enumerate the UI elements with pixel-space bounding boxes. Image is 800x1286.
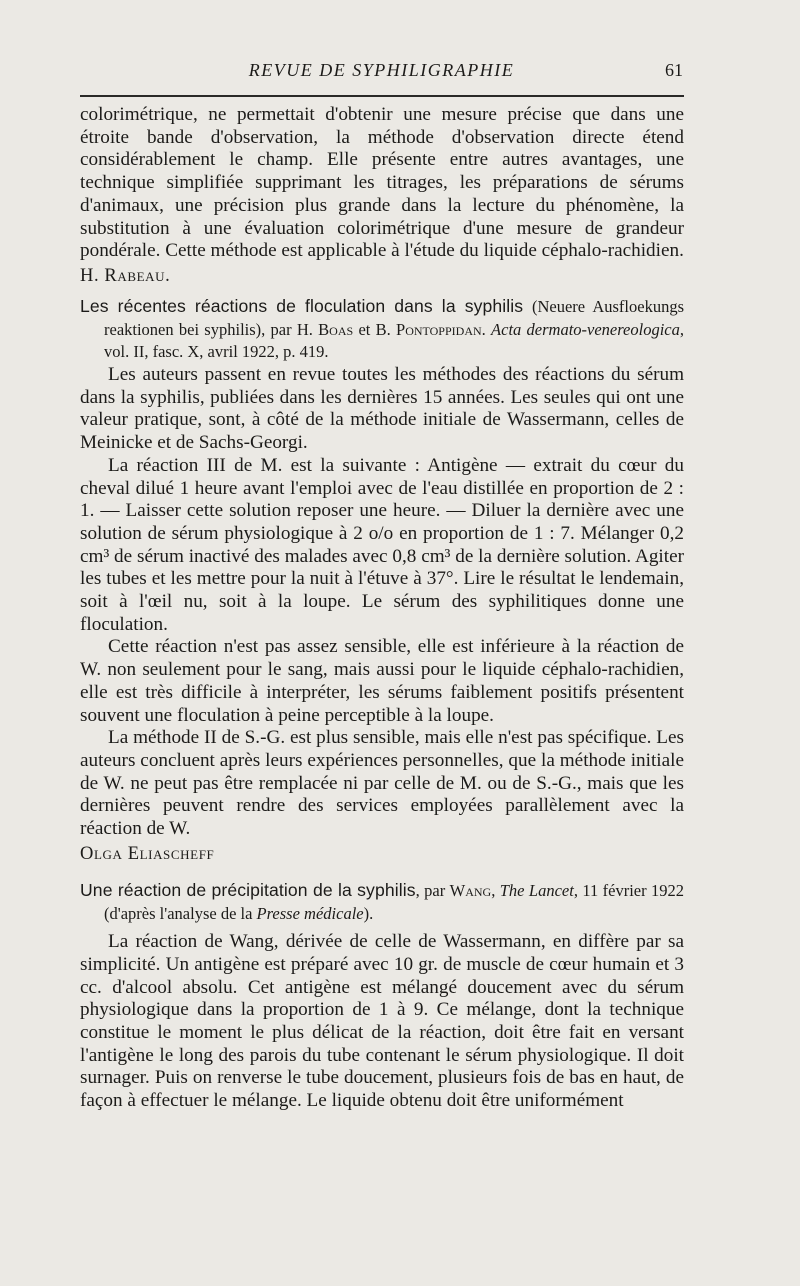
author-boas: Boas xyxy=(318,319,354,339)
source-presse-medicale: Presse médicale xyxy=(256,903,364,923)
page-number: 61 xyxy=(665,60,683,80)
article1-reference: (Neuere Ausfloekungs reaktionen bei syphilis), par H. Boas et B. Pontoppidan. Acta dermato-venereologica, vol. II, fasc. X, avril 1922, p. 419. xyxy=(104,296,685,362)
article2-reference: , par Wang, The Lancet, 11 février 1922 (d'après l'analyse de la Presse médicale). xyxy=(104,880,684,923)
journal-title: REVUE DE SYPHILIGRAPHIE xyxy=(248,60,515,80)
article1-paragraph-3: Cette réaction n'est pas assez sensible, elle est inférieure à la réaction de W. non seulement pour le sang, mais aussi pour le liquide céphalo-rachidien, elle est très difficile à interpréter, les sérums faiblement positifs présentent souvent une floculation à peine perceptible à la loupe. xyxy=(80,636,684,726)
article1-title: Les récentes réactions de floculation dans la syphilis xyxy=(80,295,524,316)
article2-title: Une réaction de précipitation de la syphilis xyxy=(80,879,416,900)
header-rule xyxy=(80,95,684,97)
author-wang: Wang xyxy=(449,880,492,900)
article1-paragraph-4: La méthode II de S.-G. est plus sensible, mais elle n'est pas spécifique. Les auteurs concluent après leurs expériences personnelles, que la méthode initiale de W. ne peut pas être remplacée ni par celle de M. ou de S.-G., mais que les dernières peuvent rendre des services employées parallèlement avec la réaction de W. xyxy=(80,727,684,840)
intro-paragraph: colorimétrique, ne permettait d'obtenir une mesure précise que dans une étroite bande d'observation, la méthode d'observation directe étend considérablement le champ. Elle présente entre autres avantages, une technique simplifiée supprimant les titrages, les préparations de sérums d'animaux, une précision plus grande dans la lecture du phénomène, la substitution à une évaluation colorimétrique d'une mesure de grandeur pondérale. Cette méthode est applicable à l'étude du liquide céphalo-rachidien. xyxy=(80,104,684,262)
article2-paragraph-1: La réaction de Wang, dérivée de celle de Wassermann, en diffère par sa simplicité. Un antigène est préparé avec 10 gr. de muscle de cœur humain et 3 cc. d'alcool absolu. Cet antigène est mélangé doucement avec du sérum physiologique dans la proportion de 1 à 9. Ce mélange, dont la technique constitue le moment le plus délicat de la réaction, doit être fait en versant l'antigène le long des parois du tube contenant le sérum physiologique. Il doit surnager. Puis on renverse le tube doucement, plusieurs fois de bas en haut, de façon à effectuer le mélange. Le liquide obtenu doit être uniformément xyxy=(80,931,684,1112)
page-body xyxy=(80,104,684,1113)
article1-paragraph-1: Les auteurs passent en revue toutes les méthodes des réactions du sérum dans la syphilis, publiées dans les dernières 15 années. Les seules qui ont une valeur pratique, sont, à côté de la méthode initiale de Wassermann, celles de Meinicke et de Sachs-Georgi. xyxy=(80,364,684,454)
journal-acta: Acta dermato-venereologica xyxy=(491,319,680,339)
running-header xyxy=(80,52,683,88)
journal-lancet: The Lancet xyxy=(499,880,574,900)
signature-eliascheff: Olga Eliascheff xyxy=(80,843,215,864)
article1-paragraph-2: La réaction III de M. est la suivante : Antigène — extrait du cœur du cheval dilué 1 heure avant l'emploi avec de l'eau distillée en proportion de 2 : 1. — Laisser cette solution reposer une heure. — Diluer la dernière avec une solution de sérum physiologique à 2 o/o en proportion de 1 : 7. Mélanger 0,2 cm³ de sérum inactivé des malades avec 0,8 cm³ de la dernière solution. Agiter les tubes et les mettre pour la nuit à l'étuve à 37°. Lire le résultat le lendemain, soit à l'œil nu, soit à la loupe. Le sérum des syphilitiques donne une floculation. xyxy=(80,454,684,635)
author-pontoppidan: Pontoppidan xyxy=(396,319,482,339)
article1-heading xyxy=(80,295,684,364)
article2-heading xyxy=(80,879,684,925)
signature-rabeau: H. Rabeau. xyxy=(80,265,171,286)
